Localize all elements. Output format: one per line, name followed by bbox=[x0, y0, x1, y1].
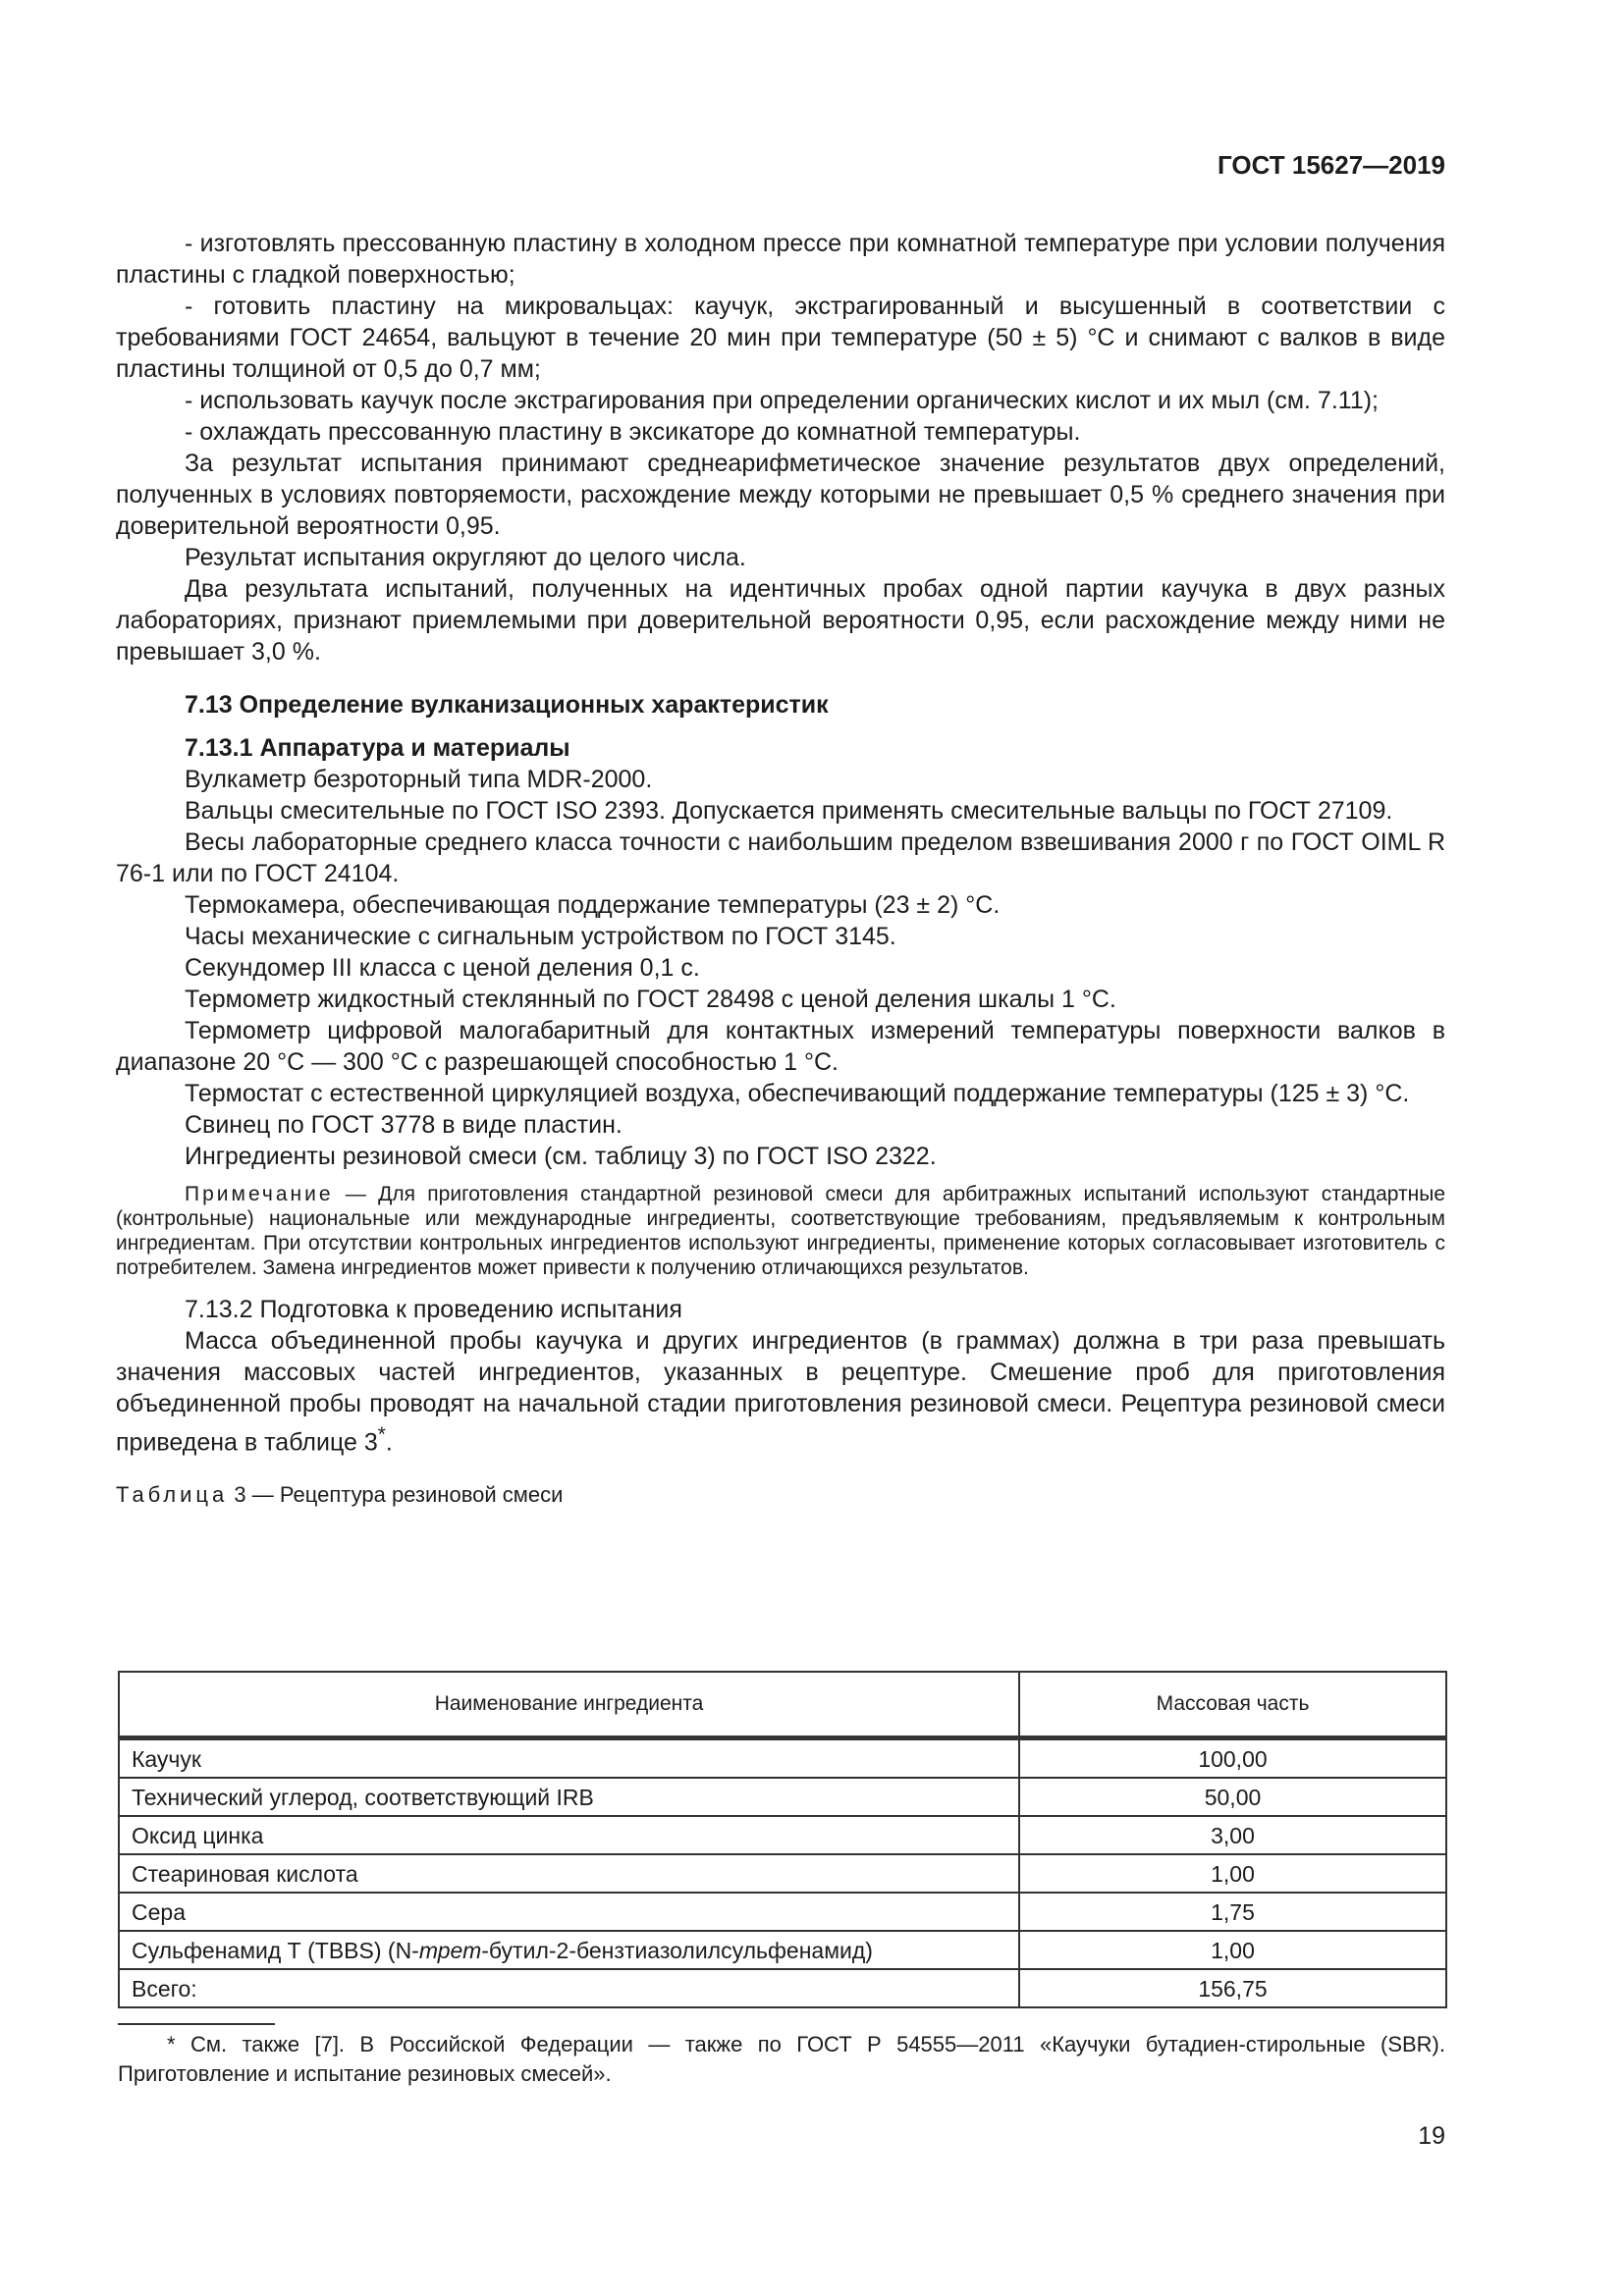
ingredient-name bbox=[119, 1931, 1019, 1969]
mass-value: 100,00 bbox=[1019, 1738, 1446, 1779]
document-code: ГОСТ 15627—2019 bbox=[1218, 150, 1445, 180]
note-label: Примечание bbox=[185, 1183, 334, 1205]
table-row bbox=[119, 1738, 1446, 1779]
ingredient-name-part: Сульфенамид Т (TBBS) (N- bbox=[132, 1937, 419, 1963]
note-text: — Для приготовления стандартной резиновой смеси для арбитражных испытаний используют стандартные (контрольные) национальные или международные ингредиенты, соответствующие требованиям, предъявляемым к контрольным ингредиентам. При отсутствии контрольных ингредиентов используют ингредиенты, применение которых согласовывает изготовитель с потребителем. Замена ингредиентов может привести к получению отличающихся результатов. bbox=[116, 1183, 1445, 1279]
equipment-item: Термокамера, обеспечивающая поддержание температуры (23 ± 2) °С. bbox=[185, 891, 1001, 919]
mass-value: 3,00 bbox=[1019, 1816, 1446, 1854]
table-row bbox=[119, 1816, 1446, 1854]
mass-value: 1,75 bbox=[1019, 1893, 1446, 1931]
page-number: 19 bbox=[1418, 2122, 1445, 2150]
paragraph-text: Масса объединенной пробы каучука и других ингредиентов (в граммах) должна в три раза превышать значения массовых частей ингредиентов, указанных в рецептуре. Смешение проб для приготовления объединенной пробы проводят на начальной стадии приготовления резиновой смеси. Рецептура резиновой смеси приведена в таблице 3 bbox=[116, 1327, 1445, 1457]
equipment-item: Вальцы смесительные по ГОСТ ISO 2393. Допускается применять смесительные вальцы по ГОСТ 27109. bbox=[185, 797, 1393, 825]
paragraph-end: . bbox=[385, 1428, 393, 1457]
footnote-mark: * bbox=[167, 2032, 176, 2056]
subsection-heading: 7.13.1 Аппаратура и материалы bbox=[185, 734, 570, 762]
paragraph bbox=[116, 1325, 1445, 1458]
ingredient-name: Стеариновая кислота bbox=[119, 1854, 1019, 1893]
ingredient-name-part: -бутил-2-бензтиазолилсульфенамид) bbox=[481, 1937, 873, 1963]
column-header-ingredient: Наименование ингредиента bbox=[119, 1672, 1019, 1738]
paragraph: За результат испытания принимают среднеарифметическое значение результатов двух определений, полученных в условиях повторяемости, расхождение между которыми не превышает 0,5 % среднего значения при доверительной вероятности 0,95. bbox=[116, 450, 1445, 540]
equipment-item: Ингредиенты резиновой смеси (см. таблицу 3) по ГОСТ ISO 2322. bbox=[185, 1143, 937, 1170]
total-value: 156,75 bbox=[1019, 1969, 1446, 2007]
equipment-item: Секундомер III класса с ценой деления 0,1 с. bbox=[185, 954, 700, 982]
equipment-item: Часы механические с сигнальным устройством по ГОСТ 3145. bbox=[185, 923, 896, 950]
paragraph: Два результата испытаний, полученных на идентичных пробах одной партии каучука в двух разных лабораториях, признают приемлемыми при доверительной вероятности 0,95, если расхождение между ними не превышает 3,0 %. bbox=[116, 575, 1445, 666]
mass-value: 1,00 bbox=[1019, 1854, 1446, 1893]
section-heading: 7.13 Определение вулканизационных характеристик bbox=[185, 691, 829, 719]
equipment-item: Термометр цифровой малогабаритный для контактных измерений температуры поверхности валков в диапазоне 20 °С — 300 °С с разрешающей способностью 1 °С. bbox=[116, 1017, 1445, 1076]
paragraph: Результат испытания округляют до целого числа. bbox=[185, 544, 746, 571]
footnote bbox=[118, 2030, 1445, 2089]
list-item: - готовить пластину на микровальцах: каучук, экстрагированный и высушенный в соответствии с требованиями ГОСТ 24654, вальцуют в течение 20 мин при температуре (50 ± 5) °С и снимают с валков в виде пластины толщиной от 0,5 до 0,7 мм; bbox=[116, 293, 1445, 383]
equipment-item: Весы лабораторные среднего класса точности с наибольшим пределом взвешивания 2000 г по ГОСТ OIML R 76-1 или по ГОСТ 24104. bbox=[116, 828, 1445, 887]
ingredient-name: Сера bbox=[119, 1893, 1019, 1931]
ingredient-name-italic: трет bbox=[418, 1937, 482, 1963]
table-header-row bbox=[119, 1672, 1446, 1738]
recipe-table bbox=[118, 1671, 1447, 2008]
list-item: - использовать каучук после экстрагирования при определении органических кислот и их мыл (см. 7.11); bbox=[185, 387, 1380, 414]
document-body bbox=[116, 228, 1445, 1511]
note bbox=[116, 1182, 1445, 1280]
footnote-text: См. также [7]. В Российской Федерации — также по ГОСТ Р 54555—2011 «Каучуки бутадиен-стирольные (SBR). Приготовление и испытание резиновых смесей». bbox=[118, 2032, 1445, 2086]
table-caption bbox=[116, 1479, 1445, 1511]
ingredient-name: Технический углерод, соответствующий IRB bbox=[119, 1778, 1019, 1816]
table-row bbox=[119, 1931, 1446, 1969]
table-row bbox=[119, 1893, 1446, 1931]
equipment-item: Термостат с естественной циркуляцией воздуха, обеспечивающий поддержание температуры (125 ± 3) °С. bbox=[185, 1080, 1410, 1107]
footnote-reference: * bbox=[377, 1423, 386, 1446]
table-row bbox=[119, 1854, 1446, 1893]
list-item: - изготовлять прессованную пластину в холодном прессе при комнатной температуре при условии получения пластины с гладкой поверхностью; bbox=[116, 230, 1445, 289]
column-header-mass: Массовая часть bbox=[1019, 1672, 1446, 1738]
subsection-heading: 7.13.2 Подготовка к проведению испытания bbox=[185, 1296, 682, 1323]
equipment-item: Свинец по ГОСТ 3778 в виде пластин. bbox=[185, 1111, 623, 1139]
ingredient-name: Оксид цинка bbox=[119, 1816, 1019, 1854]
equipment-item: Вулкаметр безроторный типа MDR-2000. bbox=[185, 766, 653, 793]
table-row bbox=[119, 1778, 1446, 1816]
mass-value: 1,00 bbox=[1019, 1931, 1446, 1969]
footnote-separator bbox=[118, 2023, 275, 2025]
total-label: Всего: bbox=[119, 1969, 1019, 2007]
mass-value: 50,00 bbox=[1019, 1778, 1446, 1816]
equipment-item: Термометр жидкостный стеклянный по ГОСТ 28498 с ценой деления шкалы 1 °С. bbox=[185, 986, 1116, 1013]
table-caption-label: Таблица bbox=[116, 1482, 229, 1508]
ingredient-name: Каучук bbox=[119, 1738, 1019, 1779]
list-item: - охлаждать прессованную пластину в эксикаторе до комнатной температуры. bbox=[185, 418, 1081, 446]
table-caption-title: 3 — Рецептура резиновой смеси bbox=[228, 1482, 564, 1508]
table-total-row bbox=[119, 1969, 1446, 2007]
